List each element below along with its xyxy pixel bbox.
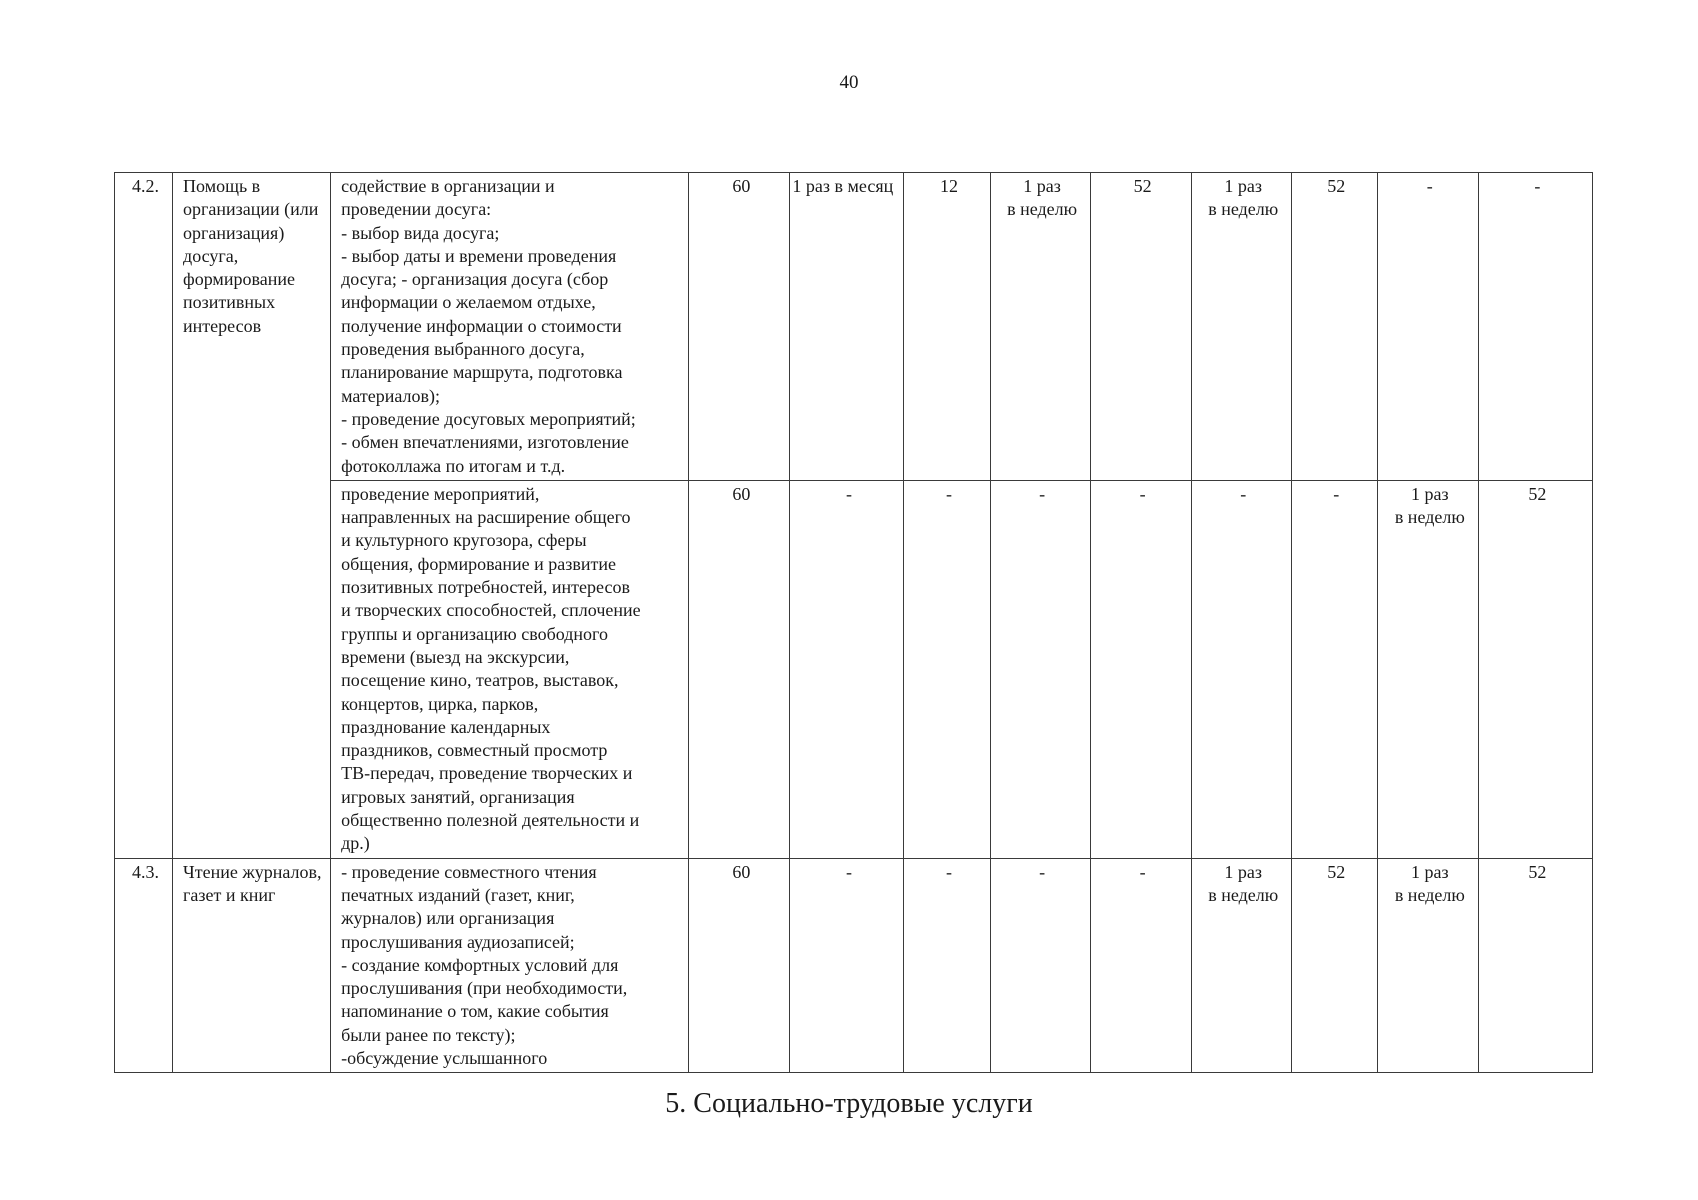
table-cell: - <box>1191 480 1291 858</box>
service-description: проведение мероприятий, направленных на расширение общего и культурного кругозора, сферы общения, формирование и развитие позитивных потребностей, интересов и творческих способностей, сплочение группы и организацию свободного времени (выезд на экскурсии, посещение кино, театров, выставок, концертов, цирка, парков, празднование календарных праздников, совместный просмотр ТВ-передач, проведение творческих и игровых занятий, организация общественно полезной деятельности и др.) <box>331 480 689 858</box>
table-cell: - <box>990 480 1090 858</box>
table-cell: - <box>1377 173 1478 481</box>
table-cell: 52 <box>1478 480 1592 858</box>
service-name: Помощь в организации (или организация) досуга, формирование позитивных интересов <box>173 173 331 859</box>
table-cell: 1 раз в неделю <box>1191 173 1291 481</box>
table-cell: 52 <box>1291 858 1377 1073</box>
table-cell: 1 раз в неделю <box>1377 480 1478 858</box>
table-cell: - <box>904 858 990 1073</box>
page-number: 40 <box>839 72 859 93</box>
table-cell: - <box>790 858 904 1073</box>
table-cell: - <box>904 480 990 858</box>
service-description: содействие в организации и проведении досуга: - выбор вида досуга; - выбор даты и времени проведения досуга; - организация досуга (сбор информации о желаемом отдыхе, получение информации о стоимости проведения выбранного досуга, планирование маршрута, подготовка материалов); - проведение досуговых мероприятий; - обмен впечатлениями, изготовление фотоколлажа по итогам и т.д. <box>331 173 689 481</box>
table-cell: 52 <box>1478 858 1592 1073</box>
table-cell: 1 раз в неделю <box>1377 858 1478 1073</box>
section-heading: 5. Социально-трудовые услуги <box>665 1088 1033 1119</box>
service-description: - проведение совместного чтения печатных изданий (газет, книг, журналов) или организация прослушивания аудиозаписей; - создание комфортных условий для прослушивания (при необходимости, напоминание о том, какие события были ранее по тексту); -обсуждение услышанного <box>331 858 689 1073</box>
service-name: Чтение журналов, газет и книг <box>173 858 331 1073</box>
table-cell: 52 <box>1291 173 1377 481</box>
table-cell: 52 <box>1090 173 1191 481</box>
table-cell: - <box>1291 480 1377 858</box>
row-number: 4.3. <box>115 858 173 1073</box>
table-row <box>115 173 1593 481</box>
table-cell: - <box>1478 173 1592 481</box>
table-cell: 12 <box>904 173 990 481</box>
row-number: 4.2. <box>115 173 173 859</box>
table-row <box>115 480 1593 858</box>
table-cell: - <box>1090 858 1191 1073</box>
table-cell: 60 <box>689 480 790 858</box>
table-row <box>115 858 1593 1073</box>
table-cell: 1 раз в месяц <box>790 173 904 481</box>
table-cell: 60 <box>689 173 790 481</box>
table-cell: 1 раз в неделю <box>1191 858 1291 1073</box>
table-cell: 60 <box>689 858 790 1073</box>
services-table <box>114 172 1593 1073</box>
table-cell: - <box>990 858 1090 1073</box>
table-cell: - <box>1090 480 1191 858</box>
table-cell: 1 раз в неделю <box>990 173 1090 481</box>
table-cell: - <box>790 480 904 858</box>
